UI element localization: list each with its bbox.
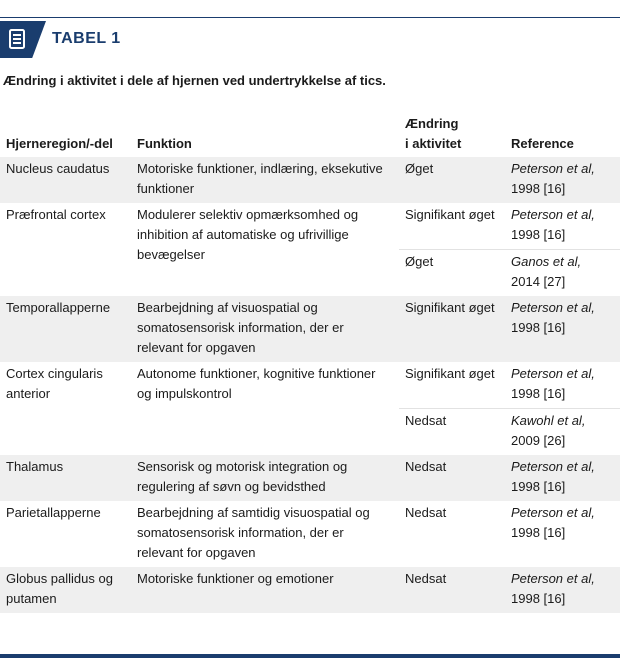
change-cell: Øget — [399, 157, 505, 203]
column-header-change-line1: Ændring — [405, 116, 459, 131]
column-header-reference: Reference — [511, 136, 574, 151]
reference-authors: Peterson et al, — [511, 366, 595, 381]
reference-authors: Peterson et al, — [511, 161, 595, 176]
reference-year: 2009 [26] — [511, 433, 566, 448]
reference-authors: Peterson et al, — [511, 505, 595, 520]
change-cell: Signifikant øget — [405, 207, 495, 222]
reference-year: 1998 [16] — [511, 386, 566, 401]
bottom-rule — [0, 654, 620, 658]
reference-cell — [505, 157, 620, 203]
function-cell: Motoriske funktioner og emotioner — [131, 567, 399, 613]
reference-year: 1998 [16] — [511, 181, 566, 196]
reference-cell — [505, 409, 620, 456]
table-row — [0, 455, 620, 501]
reference-authors: Peterson et al, — [511, 207, 595, 222]
table-row — [0, 362, 620, 409]
table-caption: Ændring i aktivitet i dele af hjernen ved undertrykkelse af tics. — [3, 73, 386, 88]
function-cell: Motoriske funktioner, indlæring, eksekutive funktioner — [131, 157, 399, 203]
reference-authors: Kawohl et al, — [511, 413, 586, 428]
region-cell: Parietallapperne — [6, 505, 101, 520]
column-header-region: Hjerneregion/-del — [6, 136, 113, 151]
table-row — [0, 296, 620, 362]
reference-year: 1998 [16] — [511, 479, 566, 494]
top-rule — [0, 17, 620, 18]
reference-year: 1998 [16] — [511, 525, 566, 540]
reference-cell — [505, 250, 620, 297]
reference-year: 1998 [16] — [511, 320, 566, 335]
change-cell: Nedsat — [399, 455, 505, 501]
table-label: TABEL 1 — [52, 30, 121, 47]
change-cell: Øget — [399, 250, 505, 297]
data-table — [0, 110, 620, 613]
change-cell: Signifikant øget — [399, 296, 505, 362]
region-cell: Temporallapperne — [0, 296, 131, 362]
reference-authors: Peterson et al, — [511, 459, 595, 474]
reference-cell — [505, 203, 620, 250]
reference-cell — [505, 362, 620, 409]
reference-authors: Peterson et al, — [511, 571, 595, 586]
column-header-change-line2: i aktivitet — [405, 136, 462, 151]
region-cell: Thalamus — [0, 455, 131, 501]
function-cell: Sensorisk og motorisk integration og regulering af søvn og bevidsthed — [131, 455, 399, 501]
region-cell: Globus pallidus og putamen — [0, 567, 131, 613]
table-badge — [0, 21, 46, 58]
table-row — [0, 157, 620, 203]
region-cell: Præfrontal cortex — [6, 207, 106, 222]
change-cell: Nedsat — [399, 567, 505, 613]
function-cell: Autonome funktioner, kognitive funktioner og impulskontrol — [137, 366, 376, 401]
table-row — [0, 203, 620, 250]
column-header-change — [399, 110, 505, 157]
reference-authors: Peterson et al, — [511, 300, 595, 315]
reference-year: 1998 [16] — [511, 591, 566, 606]
document-list-icon — [9, 29, 27, 49]
reference-cell — [505, 455, 620, 501]
region-cell: Nucleus caudatus — [0, 157, 131, 203]
table-row — [0, 567, 620, 613]
column-header-function: Funktion — [137, 136, 192, 151]
function-cell: Bearbejdning af samtidig visuospatial og somatosensorisk information, der er relevant for opgaven — [137, 505, 370, 560]
table-row — [0, 501, 620, 567]
function-cell: Bearbejdning af visuospatial og somatosensorisk information, der er relevant for opgaven — [131, 296, 399, 362]
reference-cell — [505, 501, 620, 567]
change-cell: Signifikant øget — [405, 366, 495, 381]
change-cell: Nedsat — [405, 505, 447, 520]
function-cell: Modulerer selektiv opmærksomhed og inhibition af automatiske og ufrivillige bevægelser — [137, 207, 359, 262]
reference-cell — [505, 567, 620, 613]
region-cell: Cortex cingularis anterior — [6, 366, 103, 401]
reference-cell — [505, 296, 620, 362]
reference-authors: Ganos et al, — [511, 254, 582, 269]
reference-year: 1998 [16] — [511, 227, 566, 242]
change-cell: Nedsat — [399, 409, 505, 456]
reference-year: 2014 [27] — [511, 274, 566, 289]
header-row — [0, 110, 620, 157]
